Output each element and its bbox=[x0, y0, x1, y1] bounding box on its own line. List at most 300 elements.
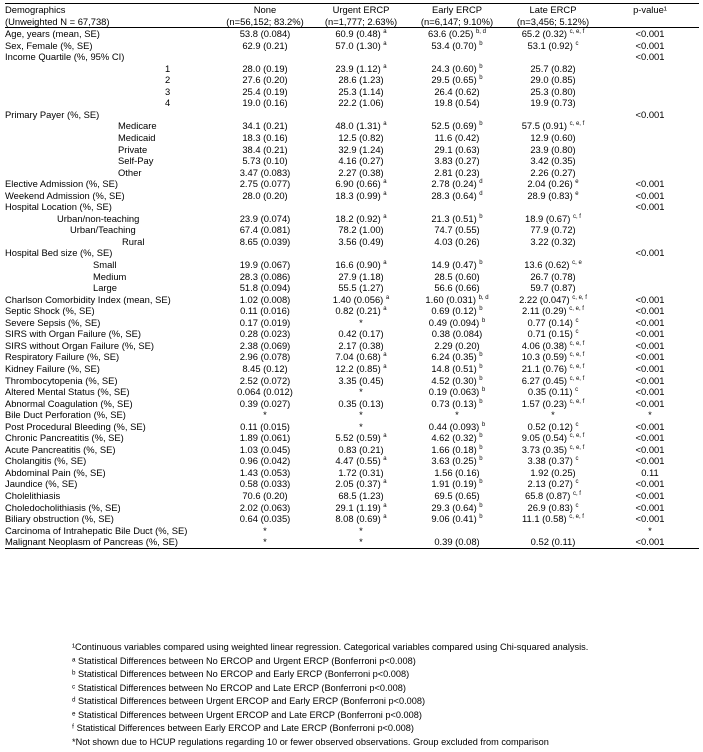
cell-value bbox=[217, 409, 313, 421]
row-label: Septic Shock (%, SE) bbox=[5, 305, 95, 317]
cell-value bbox=[409, 132, 505, 144]
cell-value-text: 6.27 (0.45) bbox=[521, 374, 568, 386]
significance-marker: b bbox=[479, 456, 483, 463]
row-label: Thrombocytopenia (%, SE) bbox=[5, 374, 118, 386]
p-value: * bbox=[648, 524, 652, 536]
cell-value-text: 0.39 (0.08) bbox=[434, 536, 480, 548]
cell-value-text: 2.13 (0.27) bbox=[527, 478, 573, 490]
table-row bbox=[5, 305, 699, 317]
table-header bbox=[5, 4, 699, 28]
table-row bbox=[5, 28, 699, 40]
p-value: <0.001 bbox=[635, 501, 665, 513]
cell-value-text: * bbox=[359, 386, 363, 398]
significance-marker: c bbox=[575, 421, 579, 428]
row-label: Small bbox=[93, 259, 117, 271]
row-label: Altered Mental Status (%, SE) bbox=[5, 386, 130, 398]
cell-value bbox=[505, 247, 601, 259]
significance-marker: e bbox=[575, 179, 579, 186]
cell-value-text: 38.4 (0.21) bbox=[242, 143, 288, 155]
cell-value bbox=[505, 178, 601, 190]
significance-marker: b bbox=[479, 444, 483, 451]
significance-marker: b bbox=[479, 63, 483, 70]
cell-value bbox=[217, 74, 313, 86]
p-value bbox=[601, 224, 699, 236]
p-value: <0.001 bbox=[635, 247, 665, 259]
significance-marker: c, e, f bbox=[569, 513, 584, 520]
cell-value bbox=[505, 259, 601, 271]
cell-value bbox=[409, 317, 505, 329]
cell-value-text: 9.06 (0.41) bbox=[431, 513, 477, 525]
cell-value-text: 0.52 (0.12) bbox=[527, 420, 573, 432]
cell-value bbox=[409, 63, 505, 75]
table-row bbox=[5, 513, 699, 525]
cell-value-text: 51.8 (0.094) bbox=[239, 282, 291, 294]
cell-value bbox=[313, 144, 409, 156]
cell-value-text: * bbox=[263, 524, 267, 536]
cell-value bbox=[217, 201, 313, 213]
table-row bbox=[5, 213, 699, 225]
cell-value bbox=[505, 236, 601, 248]
table-row bbox=[5, 363, 699, 375]
cell-value bbox=[313, 63, 409, 75]
cell-value-text: 3.42 (0.35) bbox=[530, 155, 576, 167]
row-label: Jaundice (%, SE) bbox=[5, 478, 78, 490]
p-value: <0.001 bbox=[635, 39, 665, 51]
cell-value-text: 23.9 (1.12) bbox=[335, 62, 381, 74]
table-row bbox=[5, 247, 699, 259]
significance-marker: a bbox=[383, 190, 387, 197]
cell-value-text: 18.3 (0.99) bbox=[335, 189, 381, 201]
table-row bbox=[5, 444, 699, 456]
row-label: Choledocholithiasis (%, SE) bbox=[5, 501, 121, 513]
row-label: Weekend Admission (%, SE) bbox=[5, 189, 125, 201]
cell-value bbox=[313, 28, 409, 40]
p-value: <0.001 bbox=[635, 189, 665, 201]
cell-value-text: 10.3 (0.59) bbox=[521, 351, 568, 363]
cell-value-text: 2.75 (0.077) bbox=[239, 178, 291, 190]
cell-value bbox=[217, 236, 313, 248]
p-value: <0.001 bbox=[635, 178, 665, 190]
significance-marker: a bbox=[383, 352, 387, 359]
cell-value-text: 77.9 (0.72) bbox=[530, 224, 576, 236]
significance-marker: b bbox=[479, 352, 483, 359]
p-value: <0.001 bbox=[635, 489, 665, 501]
cell-value bbox=[217, 63, 313, 75]
cell-value-text: 4.16 (0.27) bbox=[338, 155, 384, 167]
significance-marker: a bbox=[385, 294, 390, 301]
cell-value bbox=[505, 363, 601, 375]
cell-value bbox=[217, 282, 313, 294]
cell-value bbox=[217, 340, 313, 352]
table-row bbox=[5, 271, 699, 283]
p-value: <0.001 bbox=[635, 108, 665, 120]
cell-value-text: 67.4 (0.081) bbox=[239, 224, 291, 236]
p-value: <0.001 bbox=[635, 351, 665, 363]
cell-value bbox=[409, 490, 505, 502]
cell-value bbox=[505, 120, 601, 132]
significance-marker: b, d bbox=[478, 294, 489, 301]
cell-value bbox=[409, 224, 505, 236]
cell-value bbox=[505, 63, 601, 75]
cell-value-text: 11.1 (0.58) bbox=[522, 513, 567, 525]
cell-value-text: 1.56 (0.16) bbox=[434, 466, 480, 478]
cell-value bbox=[409, 363, 505, 375]
significance-marker: c, e, f bbox=[569, 433, 585, 440]
significance-marker: c bbox=[575, 329, 579, 336]
p-value bbox=[601, 120, 699, 132]
row-label: 4 bbox=[165, 97, 171, 109]
cell-value-text: 48.0 (1.31) bbox=[335, 120, 381, 132]
p-value bbox=[601, 132, 699, 144]
significance-marker: c bbox=[575, 456, 579, 463]
cell-value bbox=[313, 490, 409, 502]
cell-value bbox=[217, 525, 313, 537]
header-early: Early ERCP bbox=[409, 4, 505, 16]
cell-value bbox=[409, 271, 505, 283]
p-value bbox=[601, 97, 699, 109]
cell-value bbox=[217, 40, 313, 52]
cell-value bbox=[217, 467, 313, 479]
p-value bbox=[601, 236, 699, 248]
cell-value-text: 11.6 (0.42) bbox=[434, 132, 480, 144]
cell-value-text: 0.42 (0.17) bbox=[338, 328, 384, 340]
cell-value-text: 5.52 (0.59) bbox=[335, 432, 381, 444]
cell-value-text: 0.73 (0.13) bbox=[431, 397, 477, 409]
significance-marker: a bbox=[383, 40, 387, 47]
cell-value-text: * bbox=[359, 524, 363, 536]
significance-marker: c, e, f bbox=[569, 340, 585, 347]
row-label: Private bbox=[118, 143, 148, 155]
cell-value-text: 4.62 (0.32) bbox=[431, 432, 477, 444]
header-n-urgent: (n=1,777; 2.63%) bbox=[313, 16, 409, 28]
table-row bbox=[5, 155, 699, 167]
table-row bbox=[5, 421, 699, 433]
cell-value bbox=[505, 421, 601, 433]
cell-value bbox=[217, 97, 313, 109]
p-value: <0.001 bbox=[635, 51, 665, 63]
footnote: *Not shown due to HCUP regulations regarding 10 or fewer observed observations. Group excluded from comparison bbox=[72, 736, 549, 747]
cell-value bbox=[217, 375, 313, 387]
cell-value-text: 32.9 (1.24) bbox=[338, 143, 384, 155]
table-row bbox=[5, 201, 699, 213]
cell-value-text: 28.5 (0.60) bbox=[434, 270, 480, 282]
row-label: Chronic Pancreatitis (%, SE) bbox=[5, 432, 124, 444]
cell-value bbox=[217, 224, 313, 236]
cell-value-text: 53.8 (0.084) bbox=[239, 28, 291, 40]
table-row bbox=[5, 86, 699, 98]
cell-value bbox=[409, 421, 505, 433]
cell-value-text: 4.47 (0.55) bbox=[335, 455, 381, 467]
row-label: Other bbox=[118, 166, 142, 178]
cell-value-text: 21.1 (0.76) bbox=[521, 362, 568, 374]
cell-value bbox=[409, 259, 505, 271]
cell-value bbox=[313, 97, 409, 109]
cell-value bbox=[313, 317, 409, 329]
significance-marker: e bbox=[575, 190, 579, 197]
cell-value-text: 13.6 (0.62) bbox=[524, 259, 570, 271]
cell-value bbox=[409, 201, 505, 213]
cell-value bbox=[313, 455, 409, 467]
cell-value bbox=[409, 213, 505, 225]
table-row bbox=[5, 40, 699, 52]
significance-marker: b bbox=[479, 259, 483, 266]
significance-marker: a bbox=[383, 63, 387, 70]
cell-value bbox=[217, 190, 313, 202]
significance-marker: b bbox=[481, 421, 486, 428]
cell-value bbox=[313, 155, 409, 167]
cell-value bbox=[409, 51, 505, 63]
cell-value bbox=[217, 247, 313, 259]
cell-value bbox=[409, 351, 505, 363]
cell-value bbox=[217, 294, 313, 306]
significance-marker: c bbox=[575, 479, 579, 486]
significance-marker: d bbox=[479, 190, 483, 197]
cell-value bbox=[409, 109, 505, 121]
cell-value bbox=[217, 259, 313, 271]
cell-value bbox=[313, 386, 409, 398]
p-value: <0.001 bbox=[635, 513, 665, 525]
cell-value bbox=[313, 294, 409, 306]
cell-value bbox=[313, 236, 409, 248]
cell-value bbox=[313, 340, 409, 352]
cell-value bbox=[505, 386, 601, 398]
cell-value bbox=[505, 351, 601, 363]
cell-value bbox=[313, 513, 409, 525]
cell-value bbox=[313, 120, 409, 132]
cell-value bbox=[313, 167, 409, 179]
cell-value bbox=[409, 40, 505, 52]
significance-marker: c, e, f bbox=[569, 375, 585, 382]
table-row bbox=[5, 478, 699, 490]
row-label: Urban/non-teaching bbox=[57, 212, 140, 224]
cell-value-text: 1.92 (0.25) bbox=[530, 466, 576, 478]
cell-value-text: 74.7 (0.55) bbox=[434, 224, 480, 236]
cell-value bbox=[505, 317, 601, 329]
significance-marker: b bbox=[479, 40, 483, 47]
cell-value bbox=[409, 386, 505, 398]
cell-value-text: 19.9 (0.73) bbox=[530, 97, 576, 109]
table-row bbox=[5, 51, 699, 63]
table-row bbox=[5, 340, 699, 352]
cell-value bbox=[217, 363, 313, 375]
cell-value bbox=[217, 213, 313, 225]
row-label: 2 bbox=[165, 74, 171, 86]
cell-value bbox=[505, 213, 601, 225]
row-label: Rural bbox=[122, 235, 145, 247]
significance-marker: a bbox=[383, 259, 387, 266]
table-row bbox=[5, 351, 699, 363]
row-label: Abnormal Coagulation (%, SE) bbox=[5, 397, 133, 409]
cell-value-text: 0.49 (0.094) bbox=[428, 316, 480, 328]
cell-value bbox=[217, 86, 313, 98]
p-value: 0.11 bbox=[641, 466, 659, 478]
row-label: Elective Admission (%, SE) bbox=[5, 178, 119, 190]
row-label: Bile Duct Perforation (%, SE) bbox=[5, 409, 126, 421]
cell-value-text: 59.7 (0.87) bbox=[530, 282, 576, 294]
cell-value-text: 26.9 (0.83) bbox=[527, 501, 573, 513]
table-row bbox=[5, 398, 699, 410]
cell-value-text: 56.6 (0.66) bbox=[434, 282, 480, 294]
cell-value bbox=[505, 398, 601, 410]
significance-marker: b bbox=[481, 317, 486, 324]
cell-value-text: 0.17 (0.019) bbox=[239, 316, 291, 328]
cell-value bbox=[505, 144, 601, 156]
p-value bbox=[601, 259, 699, 271]
significance-marker: c, e, f bbox=[569, 363, 585, 370]
cell-value bbox=[217, 421, 313, 433]
table-row bbox=[5, 259, 699, 271]
cell-value bbox=[505, 86, 601, 98]
cell-value-text: 68.5 (1.23) bbox=[338, 489, 384, 501]
cell-value-text: 0.58 (0.033) bbox=[239, 478, 291, 490]
cell-value-text: 0.52 (0.11) bbox=[530, 536, 576, 548]
cell-value-text: 3.47 (0.083) bbox=[239, 166, 291, 178]
cell-value bbox=[313, 109, 409, 121]
p-value bbox=[601, 144, 699, 156]
row-label: Medicare bbox=[118, 120, 157, 132]
cell-value-text: 25.4 (0.19) bbox=[242, 85, 288, 97]
cell-value-text: 2.22 (0.047) bbox=[519, 293, 570, 305]
cell-value-text: 4.03 (0.26) bbox=[434, 235, 480, 247]
row-label: Income Quartile (%, 95% CI) bbox=[5, 51, 125, 63]
cell-value-text: 2.29 (0.20) bbox=[434, 339, 480, 351]
cell-value bbox=[505, 132, 601, 144]
cell-value-text: 28.0 (0.19) bbox=[242, 62, 288, 74]
significance-marker: c, e, f bbox=[569, 28, 585, 35]
cell-value bbox=[217, 328, 313, 340]
cell-value bbox=[409, 328, 505, 340]
cell-value bbox=[217, 351, 313, 363]
cell-value-text: 0.11 (0.016) bbox=[240, 305, 290, 317]
cell-value-text: 2.05 (0.37) bbox=[335, 478, 381, 490]
cell-value-text: 8.08 (0.69) bbox=[335, 513, 381, 525]
significance-marker: b bbox=[481, 386, 486, 393]
cell-value-text: 2.02 (0.063) bbox=[239, 501, 291, 513]
table-row bbox=[5, 467, 699, 479]
cell-value-text: 1.40 (0.056) bbox=[332, 293, 384, 305]
cell-value bbox=[217, 155, 313, 167]
significance-marker: a bbox=[383, 433, 387, 440]
cell-value-text: 3.22 (0.32) bbox=[530, 235, 576, 247]
significance-marker: b bbox=[479, 121, 483, 128]
cell-value-text: 1.72 (0.31) bbox=[338, 466, 384, 478]
significance-marker: a bbox=[383, 28, 387, 35]
cell-value-text: 12.9 (0.60) bbox=[530, 132, 576, 144]
cell-value-text: 28.9 (0.83) bbox=[527, 189, 573, 201]
cell-value-text: 14.9 (0.47) bbox=[431, 259, 477, 271]
significance-marker: c, e, f bbox=[569, 444, 585, 451]
table-row bbox=[5, 224, 699, 236]
table-row bbox=[5, 97, 699, 109]
cell-value-text: * bbox=[263, 409, 267, 421]
cell-value-text: 1.91 (0.19) bbox=[431, 478, 477, 490]
cell-value-text: 28.3 (0.086) bbox=[239, 270, 291, 282]
significance-marker: b bbox=[479, 398, 483, 405]
table-row bbox=[5, 375, 699, 387]
cell-value bbox=[409, 120, 505, 132]
cell-value bbox=[313, 328, 409, 340]
cell-value-text: 12.5 (0.82) bbox=[338, 132, 384, 144]
cell-value bbox=[313, 398, 409, 410]
p-value: <0.001 bbox=[635, 374, 665, 386]
cell-value-text: 19.0 (0.16) bbox=[242, 97, 288, 109]
table-row bbox=[5, 455, 699, 467]
cell-value-text: 8.45 (0.12) bbox=[242, 362, 288, 374]
cell-value-text: 21.3 (0.51) bbox=[431, 212, 477, 224]
cell-value-text: * bbox=[359, 536, 363, 548]
cell-value-text: 2.81 (0.23) bbox=[434, 166, 480, 178]
cell-value-text: 0.064 (0.012) bbox=[237, 386, 293, 398]
cell-value bbox=[505, 432, 601, 444]
cell-value-text: 26.4 (0.62) bbox=[434, 85, 480, 97]
cell-value bbox=[409, 340, 505, 352]
cell-value bbox=[505, 340, 601, 352]
significance-marker: a bbox=[383, 363, 387, 370]
cell-value bbox=[313, 478, 409, 490]
row-label: 1 bbox=[165, 62, 171, 74]
cell-value bbox=[313, 444, 409, 456]
header-row-1 bbox=[5, 4, 699, 16]
significance-marker: c, e, f bbox=[569, 352, 585, 359]
cell-value bbox=[313, 502, 409, 514]
cell-value-text: * bbox=[359, 420, 363, 432]
row-label: Hospital Bed size (%, SE) bbox=[5, 247, 113, 259]
cell-value bbox=[409, 513, 505, 525]
footnote: ᵉ Statistical Differences between Urgent ERCOP and Late ERCP (Bonferroni p<0.008) bbox=[72, 709, 422, 720]
cell-value bbox=[505, 282, 601, 294]
significance-marker: a bbox=[383, 513, 387, 520]
table-row bbox=[5, 190, 699, 202]
cell-value bbox=[505, 28, 601, 40]
cell-value bbox=[409, 455, 505, 467]
cell-value bbox=[313, 259, 409, 271]
footnote: ᵇ Statistical Differences between No ERCOP and Early ERCP (Bonferroni p<0.008) bbox=[72, 669, 410, 679]
cell-value-text: 1.60 (0.031) bbox=[425, 293, 476, 305]
cell-value-text: 18.3 (0.16) bbox=[242, 132, 288, 144]
cell-value bbox=[505, 525, 601, 537]
p-value bbox=[601, 271, 699, 283]
cell-value bbox=[217, 51, 313, 63]
cell-value bbox=[217, 109, 313, 121]
header-row-2 bbox=[5, 16, 699, 28]
cell-value-text: 3.73 (0.35) bbox=[521, 443, 568, 455]
row-label: Charlson Comorbidity Index (mean, SE) bbox=[5, 293, 171, 305]
cell-value-text: 16.6 (0.90) bbox=[335, 259, 381, 271]
cell-value bbox=[505, 201, 601, 213]
table-row bbox=[5, 120, 699, 132]
cell-value bbox=[217, 478, 313, 490]
cell-value-text: 27.9 (1.18) bbox=[338, 270, 384, 282]
row-label: Age, years (mean, SE) bbox=[5, 28, 100, 40]
p-value: <0.001 bbox=[635, 443, 665, 455]
p-value bbox=[601, 86, 699, 98]
significance-marker: a bbox=[383, 306, 387, 313]
significance-marker: b bbox=[479, 502, 483, 509]
cell-value bbox=[313, 432, 409, 444]
cell-value-text: 2.04 (0.26) bbox=[527, 178, 573, 190]
cell-value-text: 6.90 (0.66) bbox=[335, 178, 381, 190]
cell-value-text: 1.02 (0.008) bbox=[239, 293, 291, 305]
row-label: Medicaid bbox=[118, 132, 156, 144]
cell-value bbox=[313, 351, 409, 363]
row-label: Severe Sepsis (%, SE) bbox=[5, 316, 101, 328]
cell-value bbox=[313, 74, 409, 86]
cell-value bbox=[505, 155, 601, 167]
p-value: * bbox=[648, 409, 652, 421]
footnote: ᶜ Statistical Differences between No ERCOP and Late ERCP (Bonferroni p<0.008) bbox=[72, 682, 406, 693]
cell-value bbox=[313, 409, 409, 421]
cell-value bbox=[217, 132, 313, 144]
